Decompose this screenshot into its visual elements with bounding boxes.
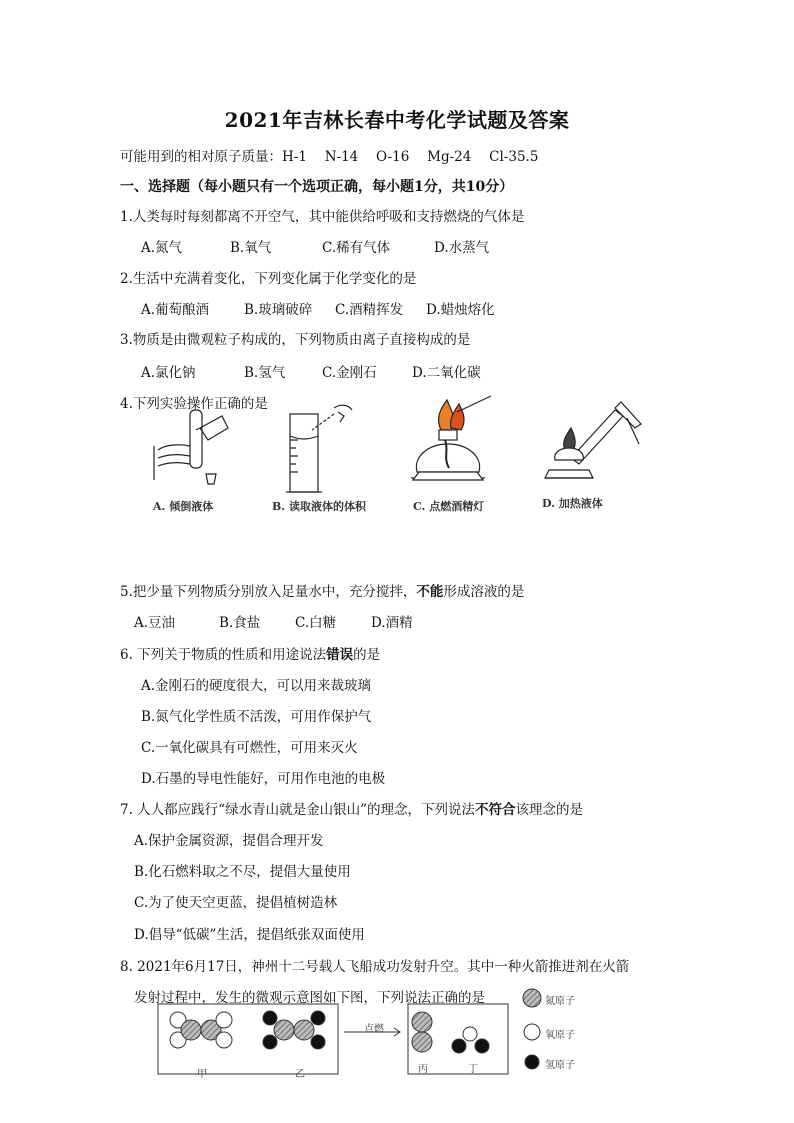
question-6-stem-post: 的是 xyxy=(353,647,381,663)
question-2-stem: 2.生活中充满着变化，下列变化属于化学变化的是 xyxy=(120,271,417,287)
question-1-option-c: C.稀有气体 xyxy=(322,240,391,256)
atomic-masses-line: 可能用到的相对原子质量：H-1 N-14 O-16 Mg-24 Cl-35.5 xyxy=(120,149,539,165)
figure-c-caption: C. 点燃酒精灯 xyxy=(413,500,485,513)
question-3-stem: 3.物质是由微观粒子构成的，下列物质由离子直接构成的是 xyxy=(120,332,471,348)
question-1-option-b: B.氧气 xyxy=(230,240,272,256)
question-8-stem-line-1: 8. 2021年6月17日，神州十二号载人飞船成功发射升空。其中一种火箭推进剂在火箭 xyxy=(120,959,630,975)
question-7-stem xyxy=(120,801,583,819)
molecule-label-bing: 丙 xyxy=(418,1064,428,1075)
molecule-label-ding: 丁 xyxy=(468,1064,478,1075)
molecule-jia-atom xyxy=(216,1032,232,1048)
question-5-stem-post: 形成溶液的是 xyxy=(443,584,525,600)
figure-a-caption: A. 倾倒液体 xyxy=(153,500,214,513)
figure-alcohol-lamp xyxy=(405,392,495,492)
legend-oxygen-atom: 氧原子 xyxy=(545,1030,575,1041)
legend-nitrogen-atom: 氮原子 xyxy=(545,996,575,1007)
molecule-label-yi: 乙 xyxy=(295,1069,305,1080)
figure-d-caption: D. 加热液体 xyxy=(542,497,603,510)
question-5-option-a: A.豆油 xyxy=(134,615,176,631)
question-3-option-a: A.氯化钠 xyxy=(141,365,196,381)
question-5-stem-emphasis: 不能 xyxy=(416,584,444,600)
question-5-option-c: C.白糖 xyxy=(295,615,337,631)
arrow-condition-label: 点燃 xyxy=(364,1024,384,1035)
question-3-option-d: D.二氧化碳 xyxy=(412,365,481,381)
question-6-option-a: A.金刚石的硬度很大，可以用来裁玻璃 xyxy=(141,678,372,694)
question-3-option-b: B.氢气 xyxy=(244,365,286,381)
figure-graduated-cylinder xyxy=(282,400,362,495)
question-1-stem: 1.人类每时每刻都离不开空气，其中能供给呼吸和支持燃烧的气体是 xyxy=(120,209,525,225)
molecule-jia-atom xyxy=(216,1012,232,1028)
question-6-option-c: C.一氧化碳具有可燃性，可用来灭火 xyxy=(141,740,358,756)
question-7-option-c: C.为了使天空更蓝，提倡植树造林 xyxy=(134,895,338,911)
question-5-stem xyxy=(120,583,524,601)
question-4-stem: 4.下列实验操作正确的是 xyxy=(120,396,268,412)
question-2-option-a: A.葡萄酿酒 xyxy=(141,302,210,318)
question-5-stem-pre: 5.把少量下列物质分别放入足量水中，充分搅拌， xyxy=(120,584,417,600)
question-7-stem-emphasis: 不符合 xyxy=(474,802,516,818)
question-6-option-d: D.石墨的导电性能好，可用作电池的电极 xyxy=(141,771,386,787)
figure-pouring-liquid xyxy=(150,400,230,495)
question-6-stem-pre: 6. 下列关于物质的性质和用途说法 xyxy=(120,647,327,663)
question-7-option-d: D.倡导“低碳”生活，提倡纸张双面使用 xyxy=(134,927,365,943)
question-2-option-d: D.蜡烛熔化 xyxy=(426,302,495,318)
question-2-option-b: B.玻璃破碎 xyxy=(244,302,313,318)
question-1-option-a: A.氮气 xyxy=(141,240,183,256)
question-6-stem xyxy=(120,646,380,664)
question-8-stem-line-2: 发射过程中，发生的微观示意图如下图，下列说法正确的是 xyxy=(134,990,485,1006)
question-7-stem-post: 该理念的是 xyxy=(515,802,583,818)
legend-hydrogen-atom: 氢原子 xyxy=(545,1060,575,1071)
question-7-stem-pre: 7. 人人都应践行“绿水青山就是金山银山”的理念，下列说法 xyxy=(120,802,475,818)
molecule-label-jia: 甲 xyxy=(197,1069,207,1080)
question-5-option-b: B.食盐 xyxy=(219,615,261,631)
question-1-option-d: D.水蒸气 xyxy=(434,240,490,256)
molecule-jia-atom xyxy=(181,1020,201,1040)
question-7-option-a: A.保护金属资源，提倡合理开发 xyxy=(134,833,324,849)
question-2-option-c: C.酒精挥发 xyxy=(335,302,404,318)
figure-b-caption: B. 读取液体的体积 xyxy=(272,500,366,513)
figure-heating-liquid xyxy=(535,398,645,490)
question-5-option-d: D.酒精 xyxy=(371,615,413,631)
page-title: 2021年吉林长春中考化学试题及答案 xyxy=(224,108,570,132)
question-6-option-b: B.氮气化学性质不活泼，可用作保护气 xyxy=(141,709,372,725)
question-3-option-c: C.金刚石 xyxy=(322,365,377,381)
question-6-stem-emphasis: 错误 xyxy=(326,647,354,663)
section-heading: 一、选择题（每小题只有一个选项正确，每小题1分，共10分） xyxy=(120,179,514,195)
question-7-option-b: B.化石燃料取之不尽，提倡大量使用 xyxy=(134,864,351,880)
